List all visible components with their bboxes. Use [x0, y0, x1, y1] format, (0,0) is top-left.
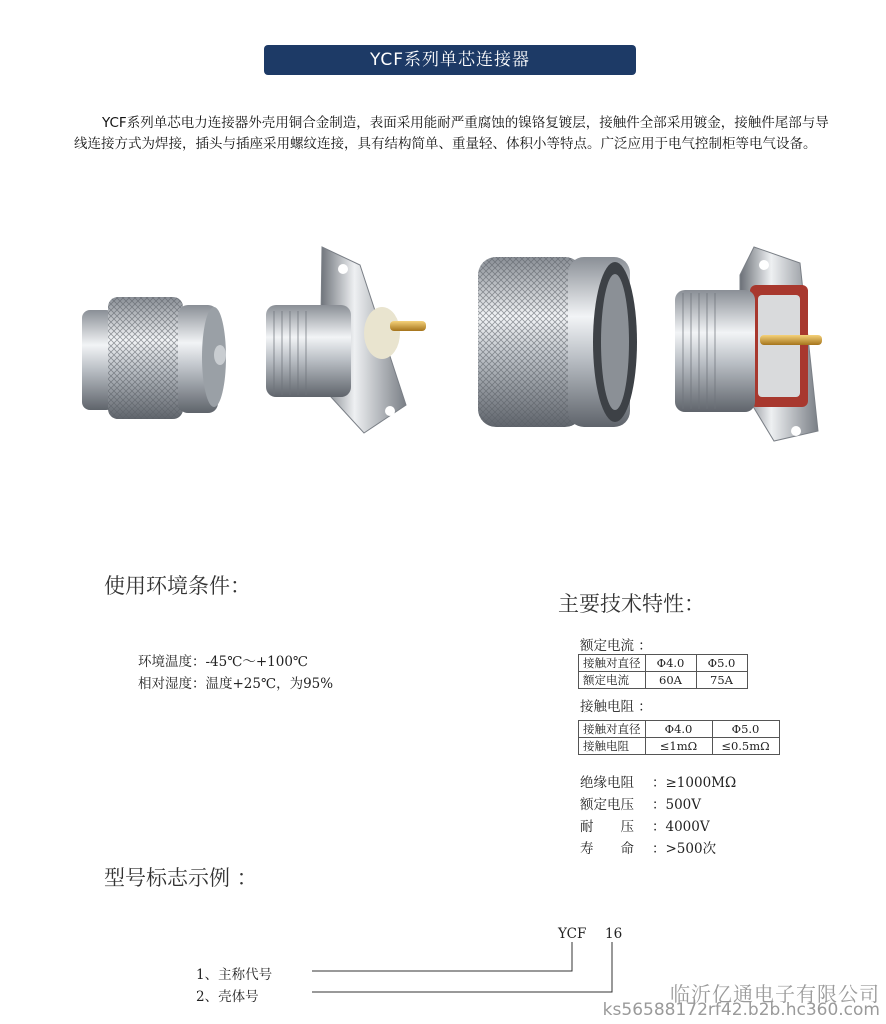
table-row [579, 672, 748, 689]
table-row [579, 721, 780, 738]
environment-heading: 使用环境条件： [104, 574, 251, 598]
table-row [579, 655, 748, 672]
prop-value: ：≥1000MΩ [652, 775, 737, 791]
prop-key: 耐 压 [580, 819, 634, 835]
model-code-number: 16 [605, 926, 623, 942]
table-cell: Φ5.0 [696, 655, 747, 672]
humidity-line: 相对湿度：温度+25℃，为95% [138, 676, 334, 692]
legend-item: 2、壳体号 [196, 989, 259, 1005]
watermark-company: 临沂亿通电子有限公司 [670, 982, 880, 1006]
product-photos [60, 235, 840, 455]
table-cell: Φ4.0 [645, 655, 696, 672]
prop-key: 绝缘电阻 [580, 775, 634, 791]
table-cell: Φ4.0 [645, 721, 712, 738]
large-plug-image [478, 257, 637, 427]
prop-value: ：500V [652, 797, 702, 813]
small-socket-image [266, 247, 426, 433]
small-plug-image [82, 297, 226, 419]
contact-resistance-label: 接触电阻 ： [580, 699, 652, 715]
tech-heading: 主要技术特性： [558, 592, 705, 616]
table-cell: 接触对直径 [579, 721, 646, 738]
rated-current-label: 额定电流 ： [580, 638, 652, 654]
large-socket-image [675, 247, 822, 441]
temperature-line: 环境温度：-45℃～+100℃ [138, 654, 309, 670]
withstand-voltage-row [580, 815, 710, 835]
table-cell: 接触对直径 [579, 655, 646, 672]
intro-paragraph: YCF系列单芯电力连接器外壳用铜合金制造，表面采用能耐严重腐蚀的镍铬复镀层，接触件全部采用镀金，接触件尾部与导线连接方式为焊接，插头与插座采用螺纹连接，具有结构简单、重量轻、体积小等特点。广泛应用于电气控制柜等电气设备。 [74, 115, 829, 152]
prop-key: 额定电压 [580, 797, 634, 813]
table-cell: 接触电阻 [579, 738, 646, 755]
insulation-resistance-row [580, 771, 736, 791]
prop-value: ：>500次 [652, 841, 717, 857]
legend-item: 1、主称代号 [196, 967, 273, 983]
lifetime-row [580, 837, 716, 857]
table-cell: 60A [645, 672, 696, 689]
prop-key: 寿 命 [580, 841, 634, 857]
page-title: YCF系列单芯连接器 [264, 45, 636, 75]
table-cell: 额定电流 [579, 672, 646, 689]
table-cell: ≤1mΩ [645, 738, 712, 755]
table-cell: Φ5.0 [712, 721, 779, 738]
model-heading: 型号标志示例 ： [104, 866, 258, 890]
prop-value: ：4000V [652, 819, 710, 835]
table-cell: 75A [696, 672, 747, 689]
model-leader-lines [300, 940, 640, 1000]
table-row [579, 738, 780, 755]
contact-resistance-table [578, 720, 780, 755]
model-code-prefix: YCF [558, 926, 587, 942]
table-cell: ≤0.5mΩ [712, 738, 779, 755]
watermark-url: ks56588172rf42.b2b.hc360.com [602, 1000, 880, 1020]
rated-current-table [578, 654, 748, 689]
rated-voltage-row [580, 793, 701, 813]
